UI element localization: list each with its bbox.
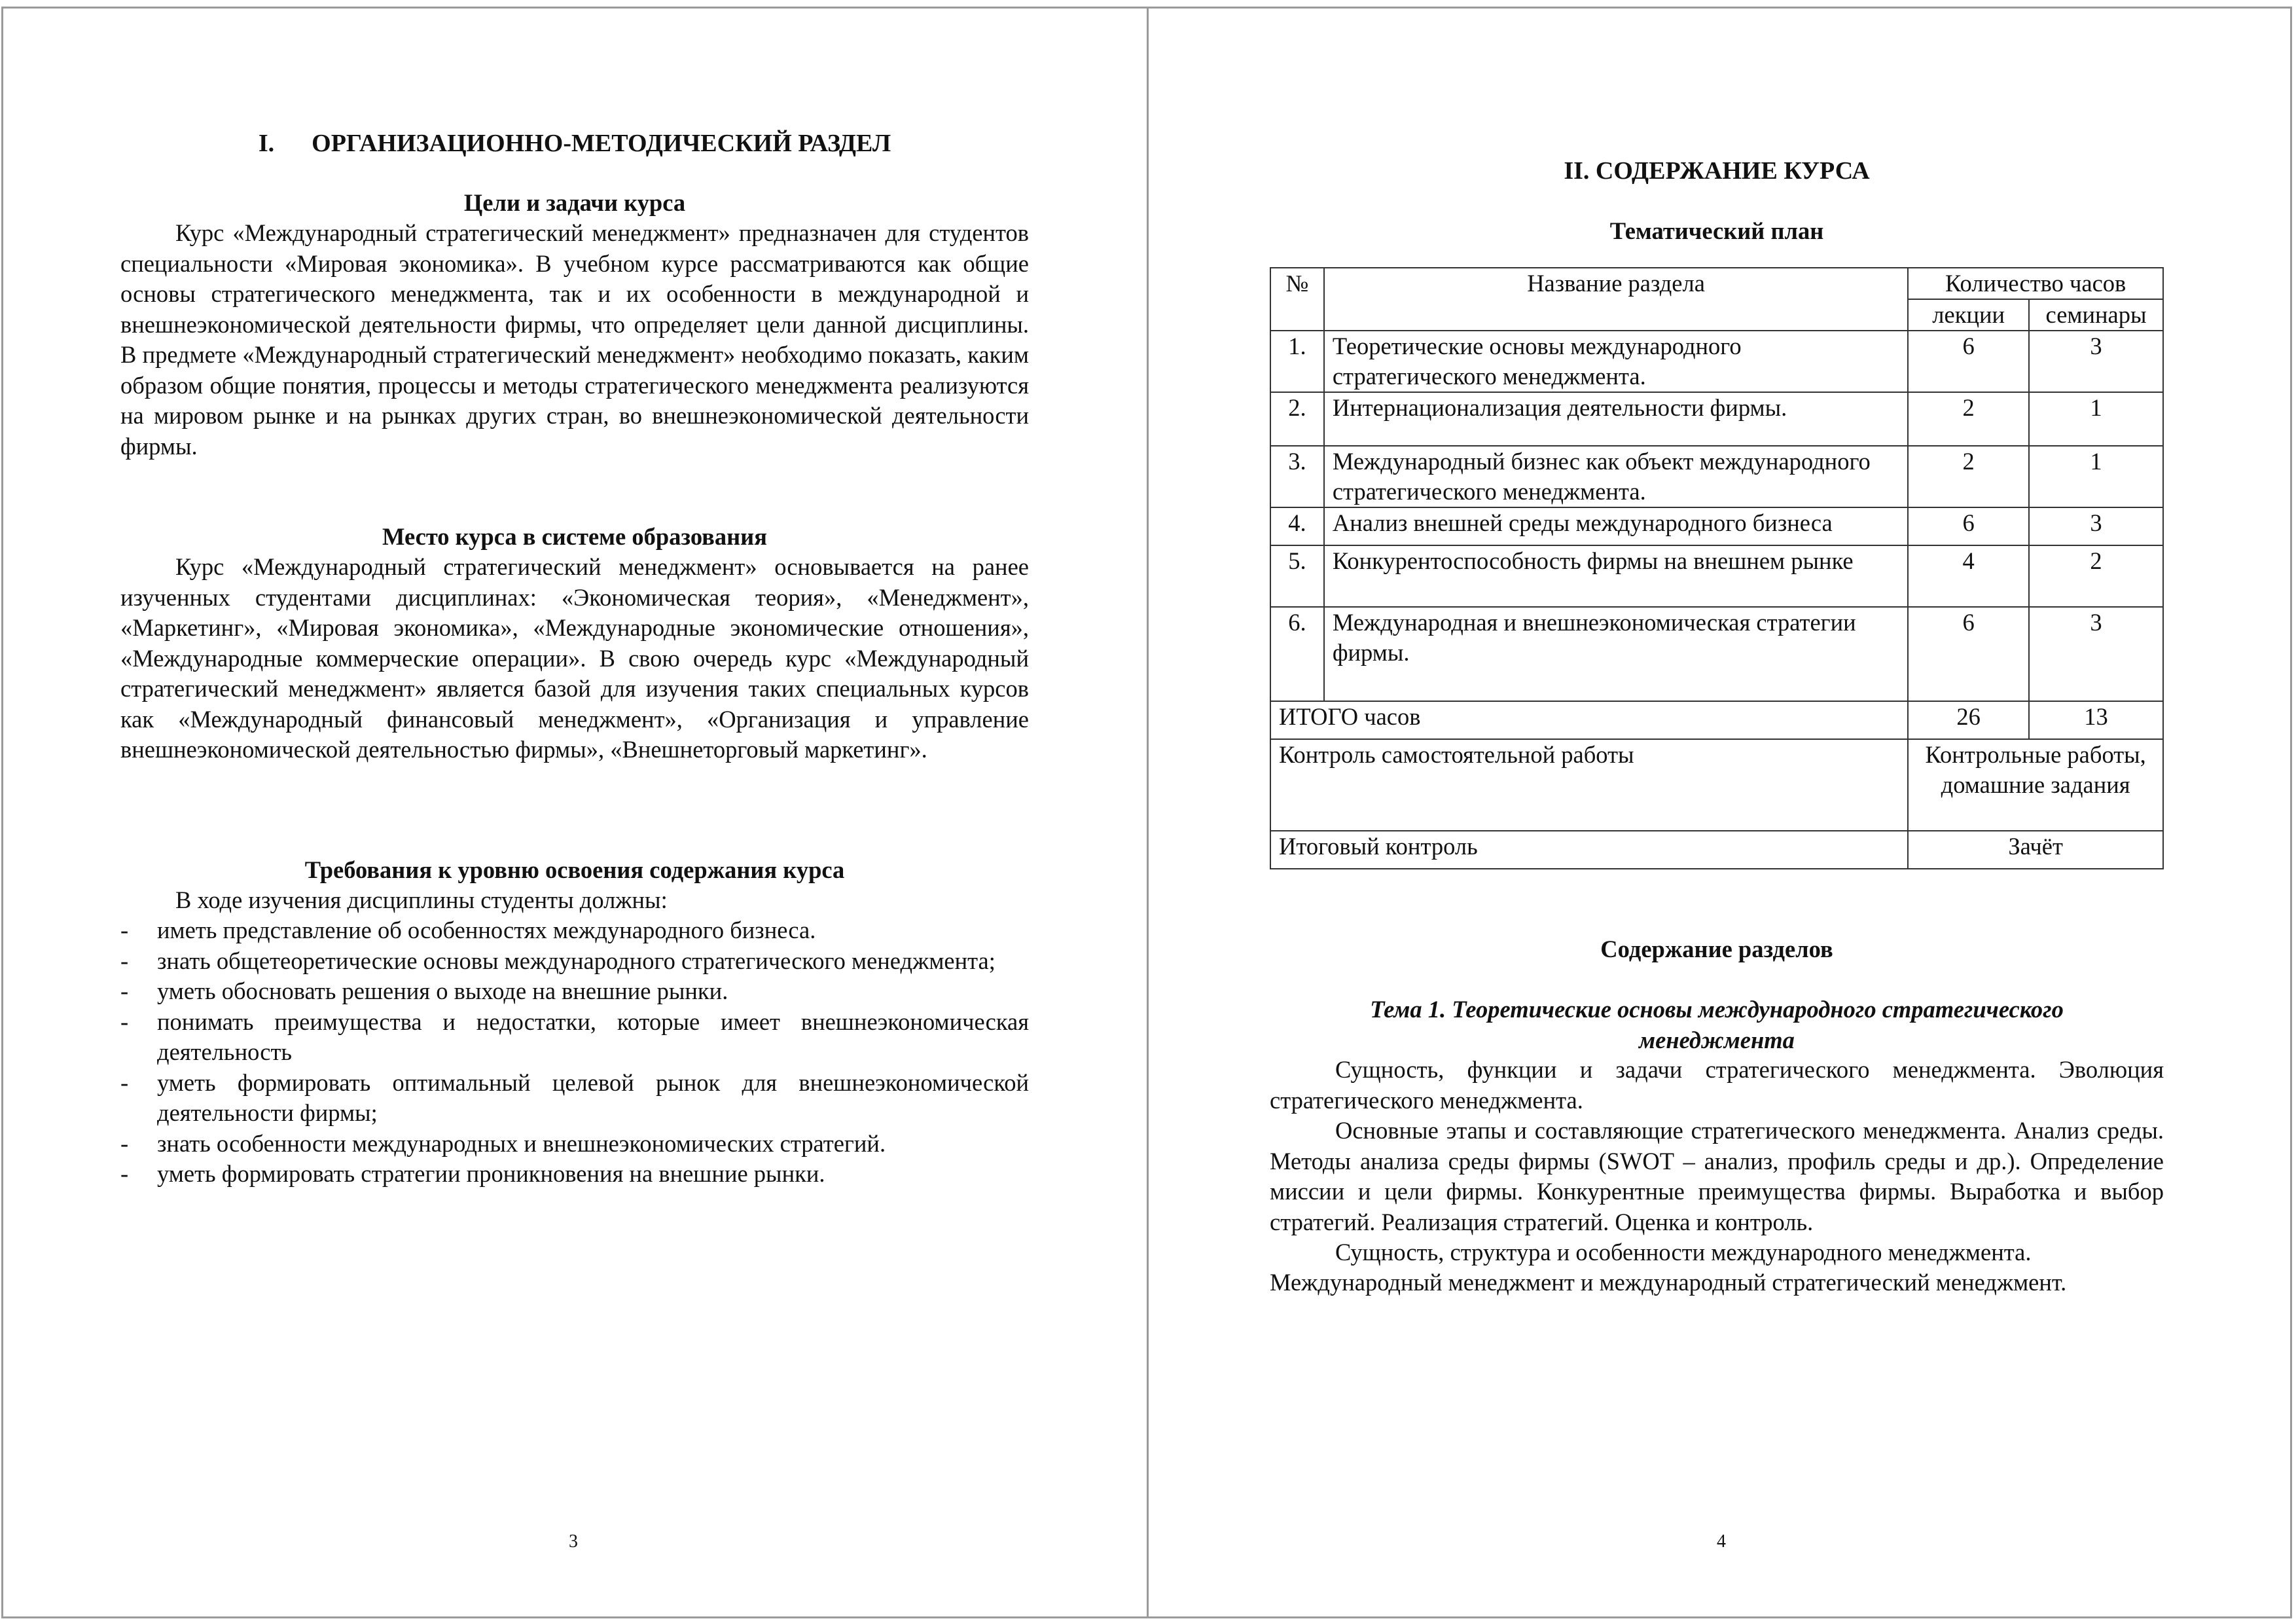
row-title: Конкурентоспособность фирмы на внешнем рынке <box>1324 545 1908 607</box>
requirement-item: - понимать преимущества и недостатки, которые имеет внешнеэкономическая деятельность <box>120 1007 1029 1068</box>
requirement-item: - уметь формировать оптимальный целевой рынок для внешнеэкономической деятельности фирмы; <box>120 1068 1029 1129</box>
topic-1-paragraph: Сущность, функции и задачи стратегического менеджмента. Эволюция стратегического менеджмента. <box>1270 1056 2164 1114</box>
requirement-item: - знать особенности международных и внешнеэкономических стратегий. <box>120 1129 1029 1159</box>
topic-1-paragraph: Основные этапы и составляющие стратегического менеджмента. Анализ среды. Методы анализа среды фирмы (SWOT – анализ, профиль среды и др.). Определение миссии и цели фирмы. Конкурентные преимущества фирмы. Выработка и выбор стратегий. Реализация стратегий. Оценка и контроль. <box>1270 1117 2164 1235</box>
row-seminars: 1 <box>2029 392 2163 446</box>
row-number: 2. <box>1270 392 1324 446</box>
header-title: Название раздела <box>1324 268 1908 331</box>
section-title-1: I. ОРГАНИЗАЦИОННО-МЕТОДИЧЕСКИЙ РАЗДЕЛ <box>258 130 891 157</box>
table-total-row <box>1270 701 2163 739</box>
header-hours: Количество часов <box>1908 268 2163 299</box>
table-row <box>1270 331 2163 392</box>
row-number: 1. <box>1270 331 1324 392</box>
total-seminars: 13 <box>2029 701 2163 739</box>
requirements-list <box>120 915 1029 1190</box>
page-number: 4 <box>1717 1531 1726 1552</box>
requirement-item: - знать общетеоретические основы международного стратегического менеджмента; <box>120 946 1029 977</box>
goals-paragraph: Курс «Международный стратегический менеджмент» предназначен для студентов специальности «Мировая экономика». В учебном курсе рассматриваются как общие основы стратегического менеджмента, так и их особенности в международной и внешнеэкономической деятельности фирмы, что определяет цели данной дисциплины. В предмете «Международный стратегический менеджмент» необходимо показать, каким образом общие понятия, процессы и методы стратегического менеджмента реализуются на мировом рынке и на рынках других стран, во внешнеэкономической деятельности фирмы. <box>120 219 1029 460</box>
control-value: Контрольные работы, домашние задания <box>1908 739 2163 831</box>
row-number: 5. <box>1270 545 1324 607</box>
requirement-item: - иметь представление об особенностях международного бизнеса. <box>120 915 1029 946</box>
row-number: 6. <box>1270 607 1324 701</box>
row-seminars: 1 <box>2029 446 2163 507</box>
topic-1-paragraph: Международный менеджмент и международный стратегический менеджмент. <box>1270 1269 2067 1296</box>
contents-heading: Содержание разделов <box>1600 936 1833 962</box>
row-number: 4. <box>1270 507 1324 545</box>
topic-1-paragraph: Сущность, структура и особенности международного менеджмента. <box>1335 1239 2032 1266</box>
row-title: Анализ внешней среды международного бизнеса <box>1324 507 1908 545</box>
requirement-item: - уметь формировать стратегии проникновения на внешние рынки. <box>120 1159 1029 1190</box>
row-number: 3. <box>1270 446 1324 507</box>
requirements-heading: Требования к уровню освоения содержания курса <box>304 856 845 883</box>
table-row <box>1270 545 2163 607</box>
header-seminars: семинары <box>2029 299 2163 331</box>
control-label: Контроль самостоятельной работы <box>1270 739 1908 831</box>
requirements-intro: В ходе изучения дисциплины студенты должны: <box>175 886 668 913</box>
goals-heading: Цели и задачи курса <box>463 189 686 216</box>
table-row <box>1270 607 2163 701</box>
place-heading: Место курса в системе образования <box>382 523 767 550</box>
row-seminars: 3 <box>2029 607 2163 701</box>
total-lectures: 26 <box>1908 701 2029 739</box>
table-row <box>1270 507 2163 545</box>
row-title: Международная и внешнеэкономическая стратегии фирмы. <box>1324 607 1908 701</box>
row-lectures: 4 <box>1908 545 2029 607</box>
table-control-row <box>1270 739 2163 831</box>
row-lectures: 6 <box>1908 607 2029 701</box>
topic-1-title: Тема 1. Теоретические основы международного стратегического менеджмента <box>1370 996 2064 1053</box>
header-lectures: лекции <box>1908 299 2029 331</box>
row-seminars: 2 <box>2029 545 2163 607</box>
final-control-label: Итоговый контроль <box>1270 831 1908 869</box>
requirement-item: - уметь обосновать решения о выходе на внешние рынки. <box>120 976 1029 1007</box>
row-title: Международный бизнес как объект международного стратегического менеджмента. <box>1324 446 1908 507</box>
row-lectures: 2 <box>1908 392 2029 446</box>
row-title: Теоретические основы международного стратегического менеджмента. <box>1324 331 1908 392</box>
total-label: ИТОГО часов <box>1270 701 1908 739</box>
header-number: № <box>1270 268 1324 331</box>
table-row <box>1270 446 2163 507</box>
row-seminars: 3 <box>2029 507 2163 545</box>
plan-heading: Тематический план <box>1609 217 1824 244</box>
section-title-2: II. СОДЕРЖАНИЕ КУРСА <box>1564 157 1870 185</box>
table-row <box>1270 392 2163 446</box>
table-final-row <box>1270 831 2163 869</box>
place-paragraph: Курс «Международный стратегический менеджмент» основывается на ранее изученных студентами дисциплинах: «Экономическая теория», «Менеджмент», «Маркетинг», «Мировая экономика», «Международные экономические отношения», «Международные коммерческие операции». В свою очередь курс «Международный стратегический менеджмент» является базой для изучения таких специальных курсов как «Международный финансовый менеджмент», «Организация и управление внешнеэкономической деятельностью фирмы», «Внешнеторговый маркетинг». <box>120 553 1029 763</box>
row-title: Интернационализация деятельности фирмы. <box>1324 392 1908 446</box>
table-header-row <box>1270 268 2163 299</box>
row-lectures: 6 <box>1908 331 2029 392</box>
row-lectures: 2 <box>1908 446 2029 507</box>
thematic-plan-table <box>1270 267 2164 869</box>
final-control-value: Зачёт <box>1908 831 2163 869</box>
row-seminars: 3 <box>2029 331 2163 392</box>
page-number: 3 <box>569 1531 578 1552</box>
row-lectures: 6 <box>1908 507 2029 545</box>
page-right <box>1148 0 2296 1623</box>
